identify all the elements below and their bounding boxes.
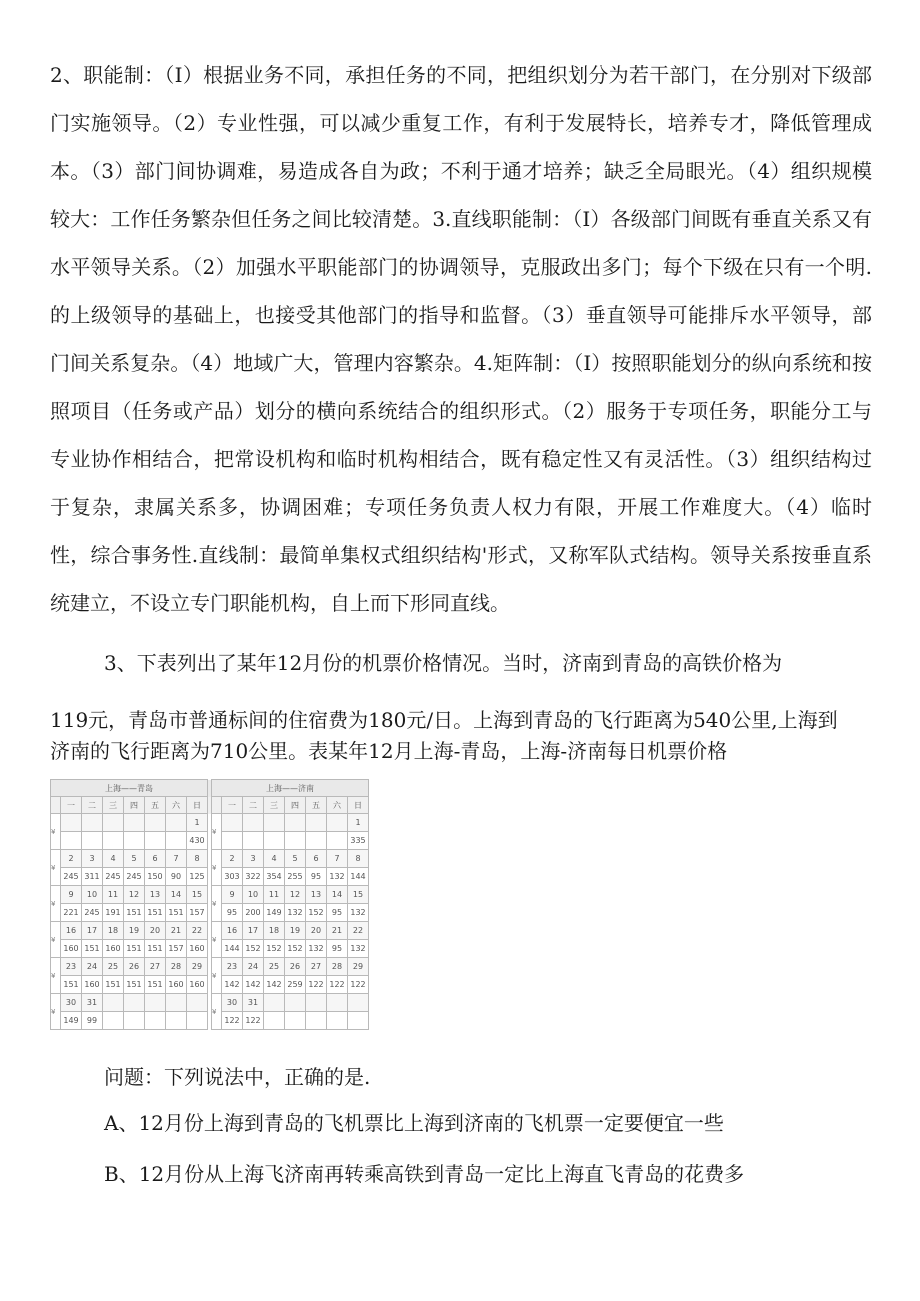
price-cell: 122 <box>222 1012 243 1030</box>
price-cell: 151 <box>124 976 145 994</box>
date-cell: 17 <box>82 922 103 940</box>
price-cell: 191 <box>103 904 124 922</box>
date-cell: 14 <box>166 886 187 904</box>
price-cell: 245 <box>103 868 124 886</box>
date-cell: 10 <box>243 886 264 904</box>
price-cell: 151 <box>166 904 187 922</box>
date-cell <box>145 814 166 832</box>
price-cell: 132 <box>327 868 348 886</box>
table-date-row <box>51 994 369 1012</box>
price-cell: 157 <box>166 940 187 958</box>
date-cell <box>243 814 264 832</box>
price-cell <box>285 1012 306 1030</box>
date-cell: 31 <box>82 994 103 1012</box>
price-cell: 151 <box>124 904 145 922</box>
date-cell <box>285 994 306 1012</box>
table-price-row <box>51 904 369 922</box>
date-cell <box>61 814 82 832</box>
group-header-shanghai-qingdao: 上海——青岛 <box>51 780 208 797</box>
date-cell: 11 <box>264 886 285 904</box>
corner-cell <box>51 797 61 814</box>
weekday-header: 四 <box>285 797 306 814</box>
price-cell: 142 <box>243 976 264 994</box>
currency-symbol: ¥ <box>51 886 61 922</box>
date-cell: 18 <box>264 922 285 940</box>
price-cell: 303 <box>222 868 243 886</box>
price-cell <box>306 1012 327 1030</box>
price-cell: 152 <box>285 940 306 958</box>
date-cell <box>285 814 306 832</box>
table-weekday-header <box>51 797 369 814</box>
price-cell: 132 <box>348 904 369 922</box>
price-cell: 160 <box>187 976 208 994</box>
weekday-header: 日 <box>187 797 208 814</box>
currency-symbol: ¥ <box>51 958 61 994</box>
column-gap <box>208 940 212 958</box>
date-cell: 23 <box>222 958 243 976</box>
date-cell: 28 <box>166 958 187 976</box>
date-cell: 27 <box>306 958 327 976</box>
price-cell <box>348 1012 369 1030</box>
date-cell: 8 <box>348 850 369 868</box>
date-cell: 3 <box>82 850 103 868</box>
price-cell: 200 <box>243 904 264 922</box>
date-cell: 2 <box>61 850 82 868</box>
table-date-row <box>51 814 369 832</box>
column-gap <box>208 1012 212 1030</box>
date-cell <box>124 814 145 832</box>
currency-symbol: ¥ <box>212 814 222 850</box>
date-cell: 22 <box>348 922 369 940</box>
date-cell: 7 <box>166 850 187 868</box>
date-cell: 31 <box>243 994 264 1012</box>
price-cell: 132 <box>306 940 327 958</box>
price-cell: 335 <box>348 832 369 850</box>
table-date-row <box>51 958 369 976</box>
date-cell <box>103 814 124 832</box>
date-cell: 9 <box>222 886 243 904</box>
date-cell: 25 <box>264 958 285 976</box>
date-cell: 6 <box>145 850 166 868</box>
price-cell: 160 <box>187 940 208 958</box>
currency-symbol: ¥ <box>51 814 61 850</box>
weekday-header: 六 <box>166 797 187 814</box>
date-cell: 13 <box>145 886 166 904</box>
group-header-shanghai-jinan: 上海——济南 <box>212 780 369 797</box>
price-cell: 255 <box>285 868 306 886</box>
date-cell: 7 <box>327 850 348 868</box>
date-cell <box>327 814 348 832</box>
date-cell: 21 <box>166 922 187 940</box>
date-cell <box>264 814 285 832</box>
price-cell <box>124 832 145 850</box>
column-gap <box>208 976 212 994</box>
price-cell: 144 <box>222 940 243 958</box>
table-date-row <box>51 850 369 868</box>
date-cell: 29 <box>187 958 208 976</box>
column-gap <box>208 904 212 922</box>
table-price-row <box>51 976 369 994</box>
date-cell: 19 <box>285 922 306 940</box>
price-cell <box>166 832 187 850</box>
column-gap <box>208 832 212 850</box>
price-cell: 90 <box>166 868 187 886</box>
question-prompt: 问题：下列说法中，正确的是. <box>104 1065 371 1089</box>
price-cell: 132 <box>285 904 306 922</box>
date-cell: 16 <box>222 922 243 940</box>
currency-symbol: ¥ <box>212 958 222 994</box>
price-cell: 95 <box>222 904 243 922</box>
date-cell <box>187 994 208 1012</box>
currency-symbol: ¥ <box>51 850 61 886</box>
date-cell: 28 <box>327 958 348 976</box>
price-cell: 152 <box>306 904 327 922</box>
date-cell: 1 <box>187 814 208 832</box>
price-cell: 99 <box>82 1012 103 1030</box>
price-cell <box>61 832 82 850</box>
date-cell <box>348 994 369 1012</box>
date-cell: 15 <box>348 886 369 904</box>
date-cell: 24 <box>82 958 103 976</box>
weekday-header: 三 <box>103 797 124 814</box>
price-cell: 245 <box>124 868 145 886</box>
weekday-header: 四 <box>124 797 145 814</box>
price-cell: 245 <box>82 904 103 922</box>
date-cell <box>103 994 124 1012</box>
date-cell: 19 <box>124 922 145 940</box>
price-cell: 122 <box>327 976 348 994</box>
question3-line3: 济南的飞行距离为710公里。表某年12月上海-青岛，上海-济南每日机票价格 <box>50 739 728 763</box>
price-cell <box>145 1012 166 1030</box>
date-cell: 30 <box>61 994 82 1012</box>
date-cell: 20 <box>306 922 327 940</box>
currency-symbol: ¥ <box>212 922 222 958</box>
date-cell: 27 <box>145 958 166 976</box>
date-cell: 23 <box>61 958 82 976</box>
price-cell <box>103 1012 124 1030</box>
price-cell <box>145 832 166 850</box>
price-cell: 142 <box>264 976 285 994</box>
price-cell: 149 <box>61 1012 82 1030</box>
price-cell: 151 <box>145 904 166 922</box>
date-cell: 20 <box>145 922 166 940</box>
question3-line1: 3、下表列出了某年12月份的机票价格情况。当时，济南到青岛的高铁价格为 <box>104 651 783 675</box>
table-price-row <box>51 868 369 886</box>
price-cell: 95 <box>306 868 327 886</box>
table-group-header <box>51 780 369 797</box>
date-cell <box>166 994 187 1012</box>
ticket-price-table <box>50 779 369 1030</box>
date-cell: 9 <box>61 886 82 904</box>
price-cell: 160 <box>82 976 103 994</box>
price-cell: 95 <box>327 904 348 922</box>
date-cell <box>306 994 327 1012</box>
weekday-header: 六 <box>327 797 348 814</box>
price-cell: 354 <box>264 868 285 886</box>
date-cell: 22 <box>187 922 208 940</box>
date-cell: 21 <box>327 922 348 940</box>
price-cell: 311 <box>82 868 103 886</box>
date-cell: 18 <box>103 922 124 940</box>
date-cell: 4 <box>264 850 285 868</box>
price-cell: 152 <box>243 940 264 958</box>
weekday-header: 五 <box>306 797 327 814</box>
date-cell <box>145 994 166 1012</box>
price-cell <box>327 1012 348 1030</box>
corner-cell <box>212 797 222 814</box>
price-cell: 160 <box>166 976 187 994</box>
weekday-header: 日 <box>348 797 369 814</box>
date-cell: 12 <box>285 886 306 904</box>
price-cell: 122 <box>348 976 369 994</box>
date-cell: 17 <box>243 922 264 940</box>
price-cell: 152 <box>264 940 285 958</box>
price-cell <box>306 832 327 850</box>
date-cell <box>166 814 187 832</box>
price-cell <box>82 832 103 850</box>
date-cell: 30 <box>222 994 243 1012</box>
date-cell: 14 <box>327 886 348 904</box>
weekday-header: 五 <box>145 797 166 814</box>
price-cell: 259 <box>285 976 306 994</box>
question3-line2: 119元，青岛市普通标间的住宿费为180元/日。上海到青岛的飞行距离为540公里,上海到 <box>50 708 838 732</box>
price-cell: 125 <box>187 868 208 886</box>
price-cell: 122 <box>243 1012 264 1030</box>
date-cell: 24 <box>243 958 264 976</box>
date-cell: 10 <box>82 886 103 904</box>
date-cell: 26 <box>124 958 145 976</box>
price-cell: 142 <box>222 976 243 994</box>
price-cell: 144 <box>348 868 369 886</box>
date-cell: 15 <box>187 886 208 904</box>
date-cell: 13 <box>306 886 327 904</box>
date-cell <box>264 994 285 1012</box>
date-cell <box>306 814 327 832</box>
currency-symbol: ¥ <box>51 922 61 958</box>
price-cell <box>166 1012 187 1030</box>
date-cell: 5 <box>124 850 145 868</box>
weekday-header: 一 <box>61 797 82 814</box>
currency-symbol: ¥ <box>212 850 222 886</box>
price-cell <box>243 832 264 850</box>
table-date-row <box>51 886 369 904</box>
date-cell: 1 <box>348 814 369 832</box>
weekday-header: 二 <box>82 797 103 814</box>
price-cell: 160 <box>61 940 82 958</box>
date-cell <box>222 814 243 832</box>
price-cell: 151 <box>145 976 166 994</box>
column-gap <box>208 868 212 886</box>
price-cell <box>327 832 348 850</box>
price-cell: 132 <box>348 940 369 958</box>
date-cell: 11 <box>103 886 124 904</box>
option-b: B、12月份从上海飞济南再转乘高铁到青岛一定比上海直飞青岛的花费多 <box>104 1162 745 1186</box>
price-cell: 221 <box>61 904 82 922</box>
date-cell <box>82 814 103 832</box>
date-cell: 25 <box>103 958 124 976</box>
price-cell: 151 <box>103 976 124 994</box>
table-date-row <box>51 922 369 940</box>
price-cell: 151 <box>61 976 82 994</box>
answer-paragraph: 2、职能制：（Ⅰ）根据业务不同，承担任务的不同，把组织划分为若干部门，在分别对下级部门实施领导。（2）专业性强，可以减少重复工作，有利于发展特长，培养专才，降低管理成本。（3）部门间协调难，易造成各自为政；不利于通才培养；缺乏全局眼光。（4）组织规模较大：工作任务繁杂但任务之间比较清楚。3.直线职能制：（Ⅰ）各级部门间既有垂直关系又有水平领导关系。（2）加强水平职能部门的协调领导，克服政出多门；每个下级在只有一个明.的上级领导的基础上，也接受其他部门的指导和监督。（3）垂直领导可能排斥水平领导，部门间关系复杂。（4）地域广大，管理内容繁杂。4.矩阵制：（Ⅰ）按照职能划分的纵向系统和按照项目（任务或产品）划分的横向系统结合的组织形式。（2）服务于专项任务，职能分工与专业协作相结合，把常设机构和临时机构相结合，既有稳定性又有灵活性。（3）组织结构过于复杂，隶属关系多，协调困难；专项任务负责人权力有限，开展工作难度大。（4）临时性，综合事务性.直线制：最简单集权式组织结构'形式，又称军队式结构。领导关系按垂直系统建立，不设立专门职能机构，自上而下形同直线。 <box>50 63 872 615</box>
price-cell <box>124 1012 145 1030</box>
price-cell: 150 <box>145 868 166 886</box>
date-cell <box>327 994 348 1012</box>
price-cell: 151 <box>82 940 103 958</box>
weekday-header: 三 <box>264 797 285 814</box>
price-cell <box>285 832 306 850</box>
currency-symbol: ¥ <box>212 994 222 1030</box>
price-cell: 160 <box>103 940 124 958</box>
currency-symbol: ¥ <box>51 994 61 1030</box>
date-cell: 6 <box>306 850 327 868</box>
price-cell <box>264 832 285 850</box>
date-cell: 26 <box>285 958 306 976</box>
price-cell: 322 <box>243 868 264 886</box>
price-cell: 157 <box>187 904 208 922</box>
date-cell: 2 <box>222 850 243 868</box>
date-cell: 3 <box>243 850 264 868</box>
date-cell <box>124 994 145 1012</box>
price-cell: 95 <box>327 940 348 958</box>
table-price-row <box>51 832 369 850</box>
date-cell: 8 <box>187 850 208 868</box>
price-cell: 151 <box>124 940 145 958</box>
price-cell <box>187 1012 208 1030</box>
price-cell: 245 <box>61 868 82 886</box>
price-cell: 430 <box>187 832 208 850</box>
price-cell <box>222 832 243 850</box>
price-cell: 149 <box>264 904 285 922</box>
table-price-row <box>51 940 369 958</box>
price-cell <box>264 1012 285 1030</box>
option-a: A、12月份上海到青岛的飞机票比上海到济南的飞机票一定要便宜一些 <box>104 1111 724 1135</box>
currency-symbol: ¥ <box>212 886 222 922</box>
date-cell: 16 <box>61 922 82 940</box>
price-cell: 122 <box>306 976 327 994</box>
date-cell: 29 <box>348 958 369 976</box>
price-cell <box>103 832 124 850</box>
price-cell: 151 <box>145 940 166 958</box>
date-cell: 5 <box>285 850 306 868</box>
weekday-header: 二 <box>243 797 264 814</box>
table-price-row <box>51 1012 369 1030</box>
date-cell: 4 <box>103 850 124 868</box>
date-cell: 12 <box>124 886 145 904</box>
weekday-header: 一 <box>222 797 243 814</box>
